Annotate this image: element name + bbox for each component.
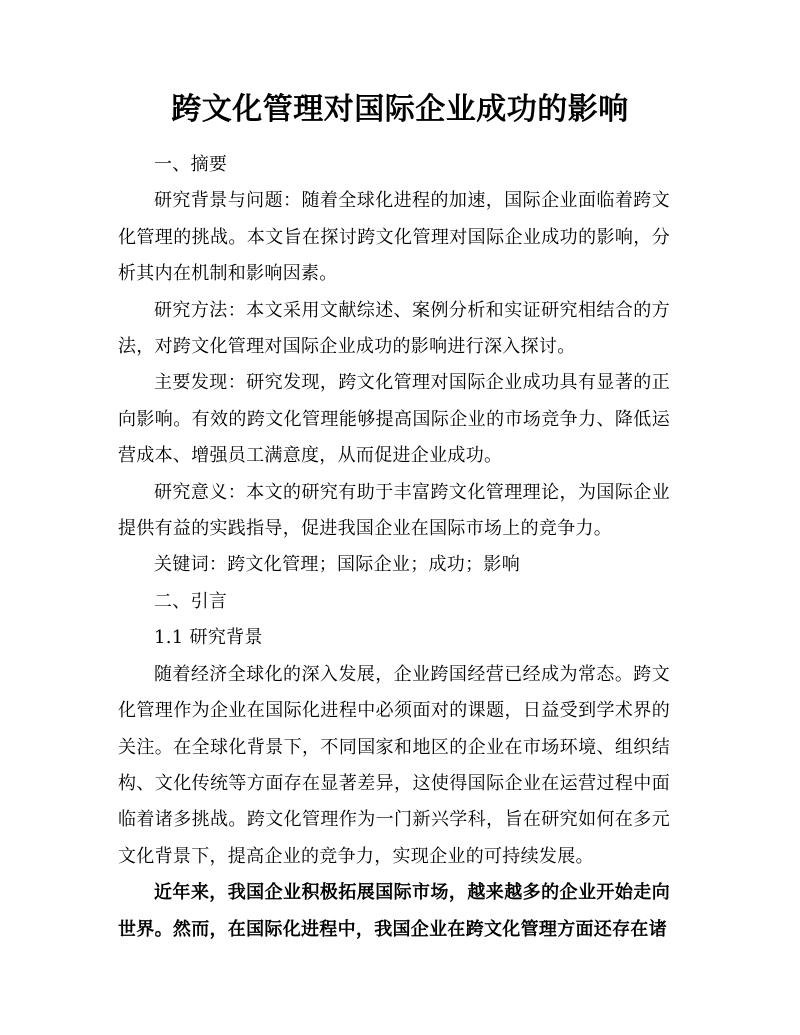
keywords-line: 关键词：跨文化管理；国际企业；成功；影响 (154, 554, 520, 576)
abstract-background-paragraph: 研究背景与问题：随着全球化进程的加速，国际企业面临着跨文化管理的挑战。本文旨在探讨跨文化管理对国际企业成功的影响，分析其内在机制和影响因素。 (118, 190, 670, 285)
abstract-findings-paragraph: 主要发现：研究发现，跨文化管理对国际企业成功具有显著的正向影响。有效的跨文化管理能够提高国际企业的市场竞争力、降低运营成本、增强员工满意度，从而促进企业成功。 (118, 372, 670, 467)
document-body (118, 147, 670, 948)
background-paragraph: 随着经济全球化的深入发展，企业跨国经营已经成为常态。跨文化管理作为企业在国际化进程中必须面对的课题，日益受到学术界的关注。在全球化背景下，不同国家和地区的企业在市场环境、组织结构、文化传统等方面存在显著差异，这使得国际企业在运营过程中面临着诸多挑战。跨文化管理作为一门新兴学科，旨在研究如何在多元文化背景下，提高企业的竞争力，实现企业的可持续发展。 (118, 663, 670, 867)
section-heading-introduction: 二、引言 (154, 590, 228, 612)
bold-paragraph: 近年来，我国企业积极拓展国际市场，越来越多的企业开始走向世界。然而，在国际化进程中，我国企业在跨文化管理方面还存在诸 (118, 882, 670, 940)
document-title: 跨文化管理对国际企业成功的影响 (171, 92, 629, 127)
abstract-method-paragraph: 研究方法：本文采用文献综述、案例分析和实证研究相结合的方法，对跨文化管理对国际企业成功的影响进行深入探讨。 (118, 299, 670, 358)
section-heading-abstract: 一、摘要 (154, 154, 228, 175)
subsection-heading-background: 1.1 研究背景 (154, 627, 263, 649)
abstract-significance-paragraph: 研究意义：本文的研究有助于丰富跨文化管理理论，为国际企业提供有益的实践指导，促进我国企业在国际市场上的竞争力。 (118, 481, 670, 540)
